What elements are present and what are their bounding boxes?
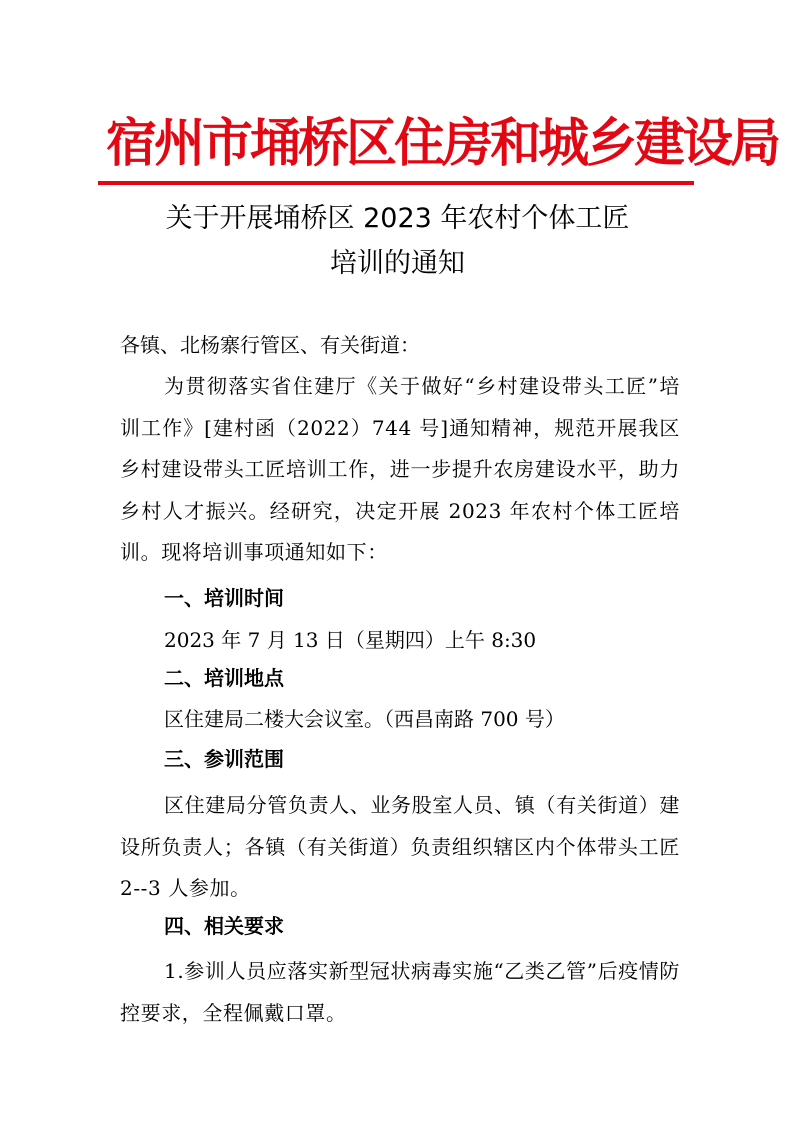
participants-paragraph: 区住建局分管负责人、业务股室人员、镇（有关街道）建设所负责人；各镇（有关街道）负责组织辖区内个体带头工匠 2--3 人参加。: [120, 793, 680, 900]
document-title-line-1: 关于开展埇桥区 2023 年农村个体工匠: [165, 203, 630, 234]
training-location-text: 区住建局二楼大会议室。（西昌南路 700 号）: [164, 707, 565, 731]
letterhead-red-rule: [98, 181, 694, 185]
agency-letterhead: 宿州市埇桥区住房和城乡建设局: [105, 113, 779, 174]
section-heading-requirements: 四、相关要求: [164, 914, 284, 938]
salutation: 各镇、北杨寨行管区、有关街道：: [120, 333, 420, 357]
section-heading-training-time: 一、培训时间: [164, 586, 284, 610]
training-time-text: 2023 年 7 月 13 日（星期四）上午 8:30: [164, 628, 537, 652]
intro-paragraph: 为贯彻落实省住建厅《关于做好“乡村建设带头工匠”培训工作》[建村函（2022）744 号]通知精神，规范开展我区乡村建设带头工匠培训工作，进一步提升农房建设水平，助力乡村人才振兴。经研究，决定开展 2023 年农村个体工匠培训。现将培训事项通知如下：: [120, 374, 680, 564]
requirements-paragraph: 1.参训人员应落实新型冠状病毒实施“乙类乙管”后疫情防控要求，全程佩戴口罩。: [120, 959, 680, 1025]
section-heading-participants: 三、参训范围: [164, 747, 284, 771]
section-heading-training-location: 二、培训地点: [164, 666, 284, 690]
document-title-line-2: 培训的通知: [330, 248, 465, 279]
